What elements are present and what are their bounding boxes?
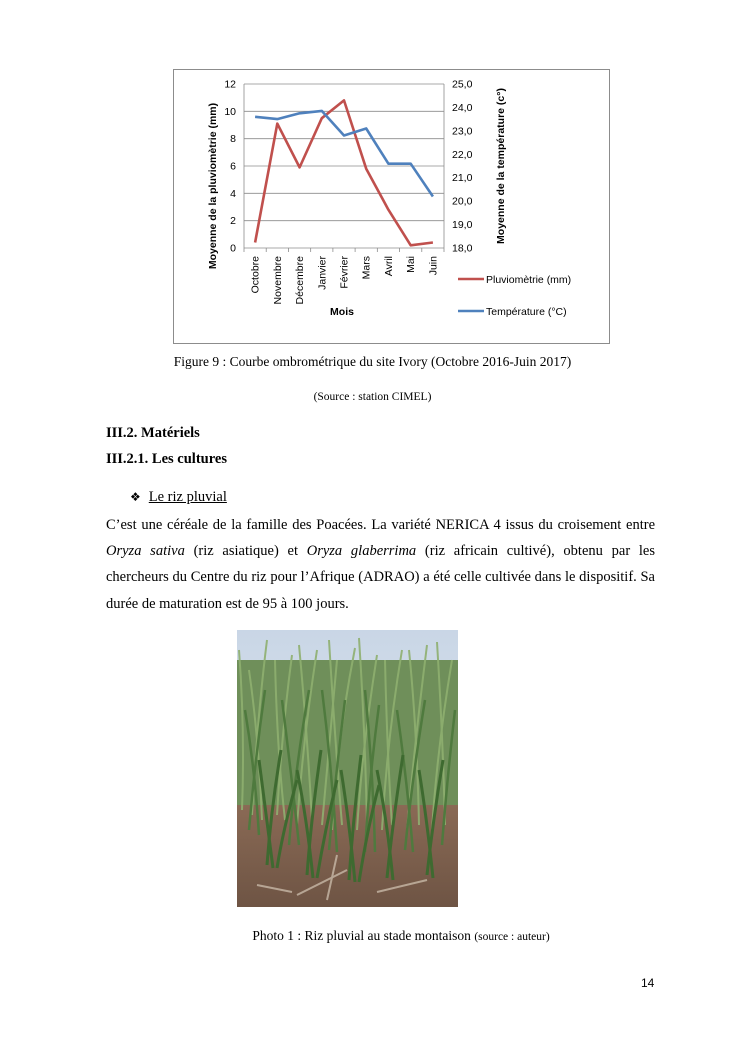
y-right-tick-label: 18,0 — [452, 242, 473, 255]
photo-source: (source : auteur) — [474, 931, 550, 943]
x-tick-label: Octobre — [249, 256, 262, 294]
body-paragraph — [106, 512, 655, 617]
x-tick-label: Juin — [427, 256, 440, 276]
y-left-tick-label: 6 — [230, 160, 236, 173]
ombrothermic-chart — [173, 69, 610, 344]
x-tick-label: Novembre — [271, 256, 284, 305]
subsection-heading: III.2.1. Les cultures — [106, 451, 227, 467]
y-left-tick-label: 10 — [224, 105, 236, 118]
paragraph-text: C’est une céréale de la famille des Poacées. La variété NERICA 4 issus du croisement entre — [106, 517, 655, 533]
series-line — [255, 100, 433, 245]
page-number: 14 — [641, 976, 655, 990]
x-tick-label: Janvier — [316, 256, 329, 290]
x-tick-label: Décembre — [294, 256, 307, 305]
y-right-tick-label: 22,0 — [452, 148, 473, 161]
rice-field-photo — [237, 630, 458, 907]
y-right-tick-label: 21,0 — [452, 172, 473, 185]
species-name: Oryza glaberrima — [306, 543, 417, 560]
y-left-tick-label: 8 — [230, 133, 236, 146]
y-left-tick-label: 12 — [224, 78, 236, 91]
series-line — [255, 111, 433, 197]
bullet-title: Le riz pluvial — [148, 489, 227, 505]
x-axis-title: Mois — [330, 306, 354, 318]
chart-canvas — [174, 70, 611, 345]
y-right-tick-label: 24,0 — [452, 101, 473, 114]
section-heading: III.2. Matériels — [106, 425, 200, 441]
bullet-item — [130, 489, 227, 506]
species-name: Oryza sativa — [106, 543, 185, 560]
y-right-tick-label: 20,0 — [452, 195, 473, 208]
y-left-tick-label: 0 — [230, 242, 236, 255]
y-right-tick-label: 19,0 — [452, 219, 473, 232]
y-left-tick-label: 4 — [230, 187, 236, 200]
y-right-axis-title: Moyenne de la température (c°) — [495, 88, 507, 244]
photo-caption-text: Photo 1 : Riz pluvial au stade montaison — [252, 928, 471, 943]
x-tick-label: Avril — [382, 256, 395, 277]
figure-caption: Figure 9 : Courbe ombrométrique du site Ivory (Octobre 2016-Juin 2017) — [173, 354, 572, 369]
legend-label: Pluviomètrie (mm) — [486, 274, 572, 286]
y-right-tick-label: 25,0 — [452, 78, 473, 91]
figure-source: (Source : station CIMEL) — [313, 391, 432, 403]
y-right-tick-label: 23,0 — [452, 125, 473, 138]
paragraph-text: (riz asiatique) et — [184, 543, 307, 560]
y-left-tick-label: 2 — [230, 215, 236, 228]
paragraph-text: (riz africain cultivé), obtenu par les chercheurs du Centre du riz pour l’Afrique (ADRAO) a été celle cultivée dans le dispositif. Sa durée de maturation est de 95 à 100 jours. — [106, 543, 655, 612]
photo-caption — [0, 928, 745, 944]
x-tick-label: Mai — [405, 256, 418, 273]
y-left-axis-title: Moyenne de la pluviomètrie (mm) — [207, 102, 219, 270]
legend-label: Température (°C) — [486, 306, 567, 318]
x-tick-label: Février — [338, 256, 351, 289]
x-tick-label: Mars — [360, 256, 373, 280]
diamond-bullet-icon: ❖ — [130, 490, 141, 504]
